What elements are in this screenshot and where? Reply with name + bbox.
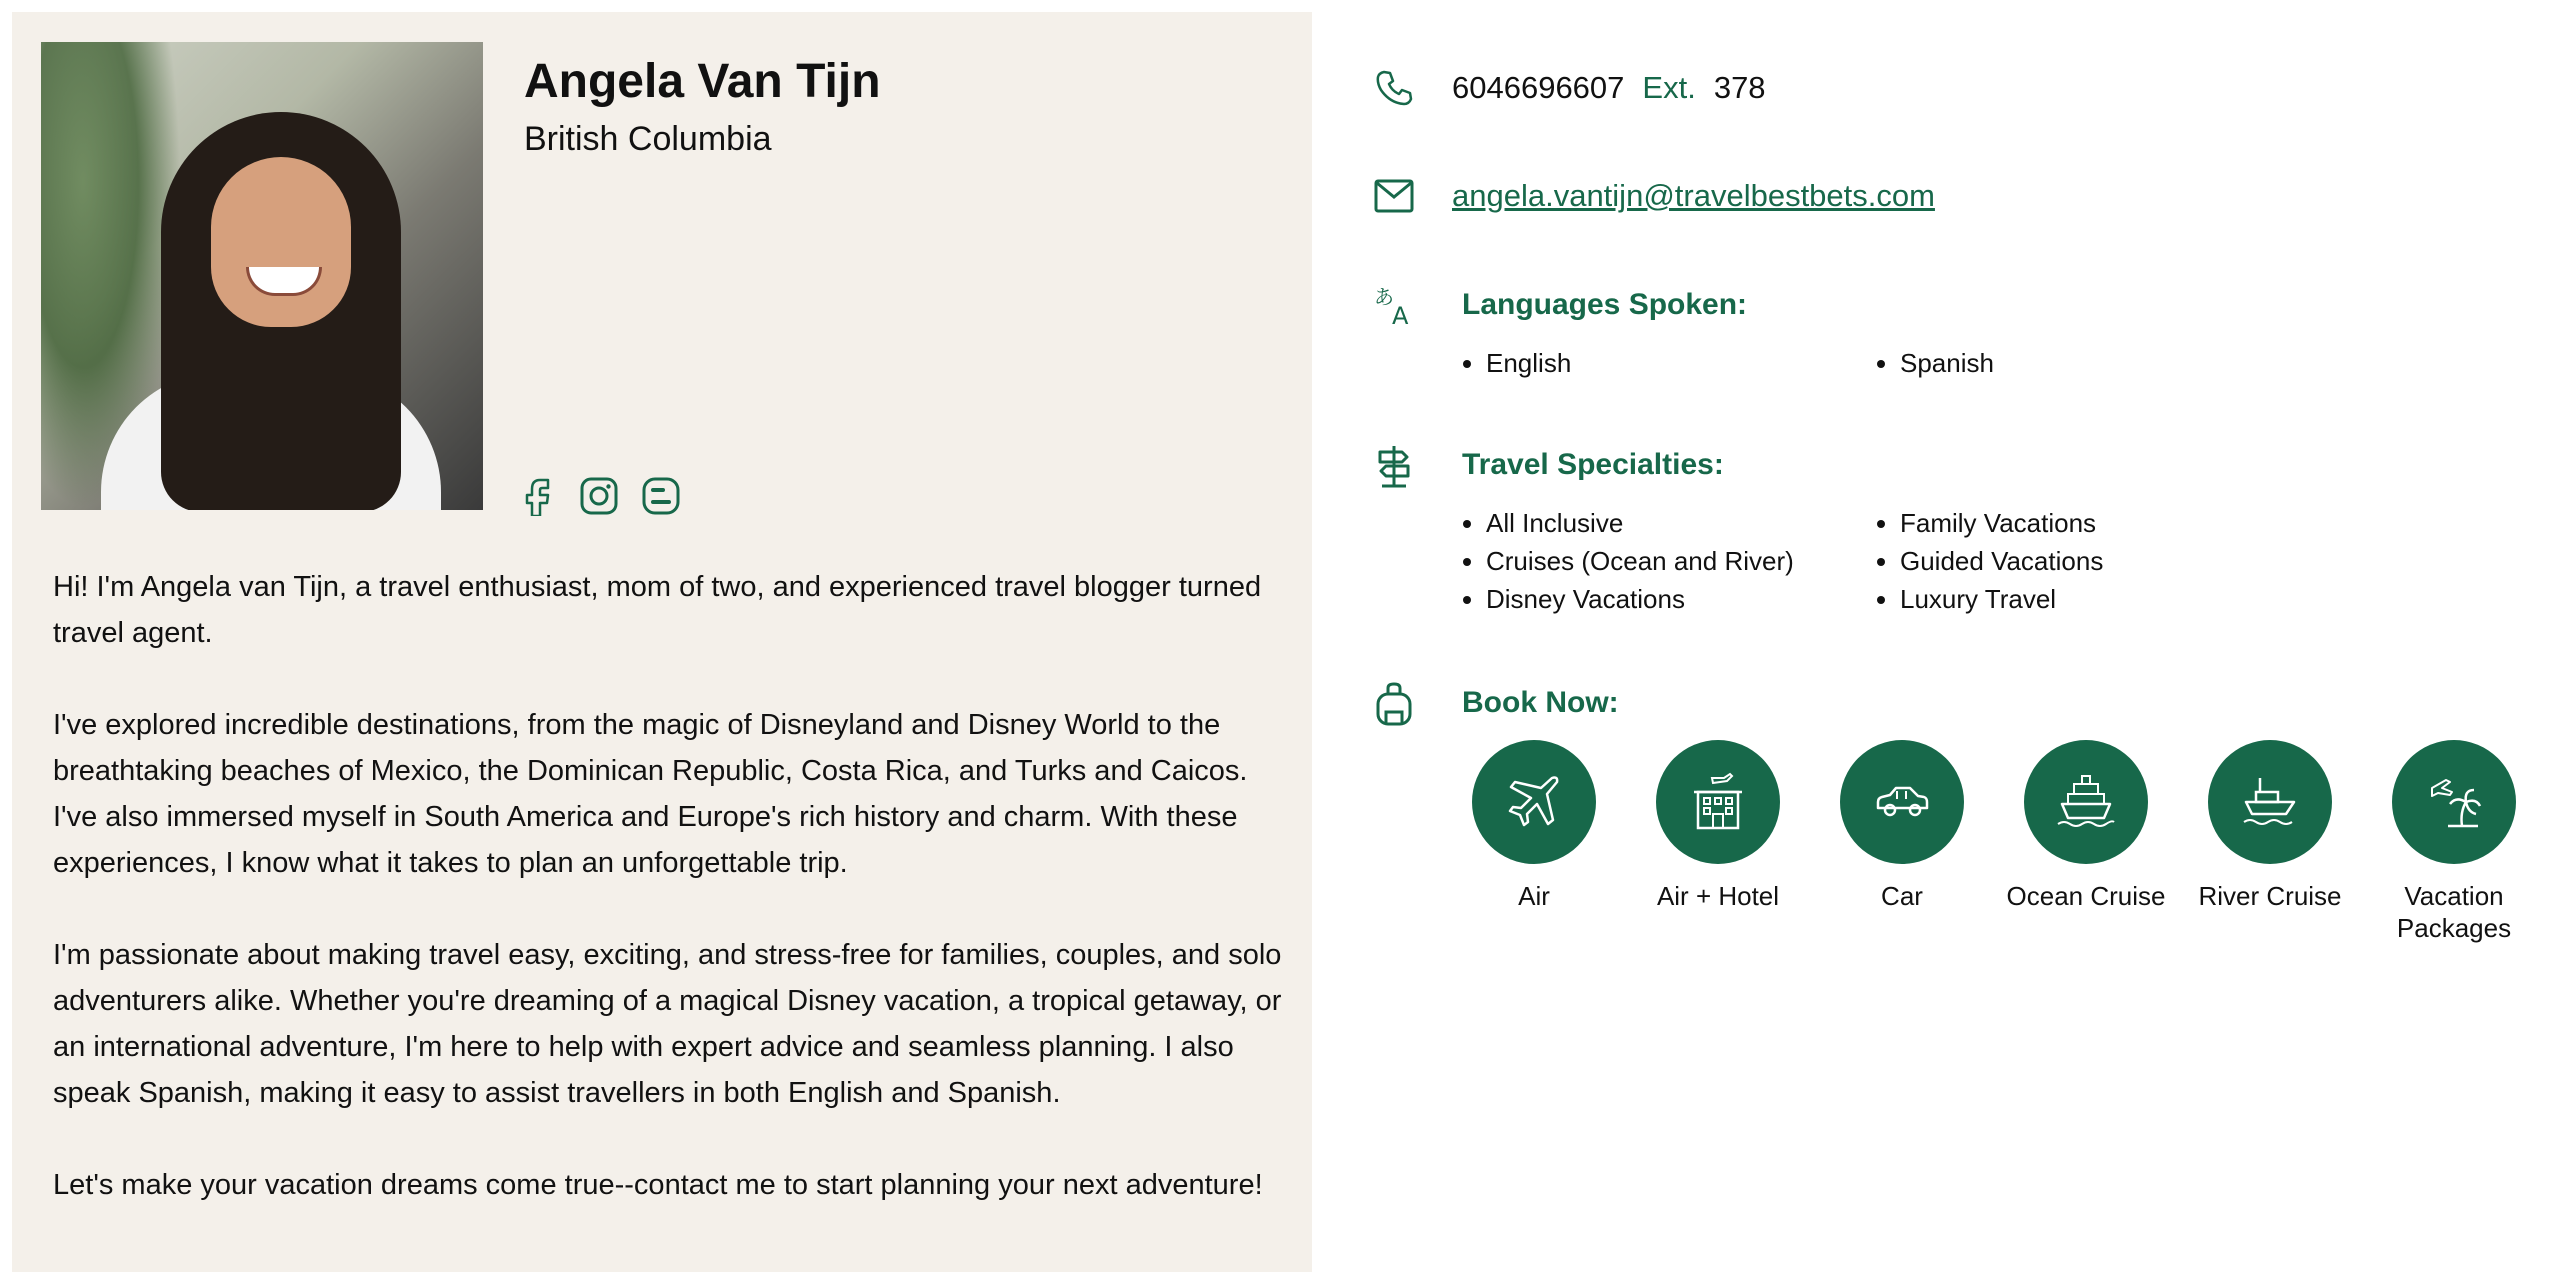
instagram-icon[interactable] xyxy=(579,476,619,516)
languages-list-1 xyxy=(1454,344,1571,382)
languages-title: Languages Spoken: xyxy=(1462,288,1748,321)
languages-list-2 xyxy=(1868,344,1994,382)
bio-paragraph: I'm passionate about making travel easy, exciting, and stress-free for families, couples, and solo adventurers alike. Whether you're dreaming of a magical Disney vacation, a tropical getaway, or an international adventure, I'm here to help with expert advice and seamless planning. I also speak Spanish, making it easy to assist travellers in both English and Spanish. xyxy=(53,939,1282,1109)
email-row xyxy=(1372,174,1935,218)
book-air-hotel-label: Air + Hotel xyxy=(1656,881,1780,911)
agent-name: Angela Van Tijn xyxy=(524,55,881,108)
specialties-list-2 xyxy=(1868,504,2103,618)
translate-icon xyxy=(1372,284,1416,328)
email-link[interactable]: angela.vantijn@travelbestbets.com xyxy=(1452,178,1935,213)
book-river-cruise-button[interactable] xyxy=(2198,740,2342,944)
book-air-hotel-button[interactable] xyxy=(1656,740,1780,944)
profile-panel xyxy=(12,12,1312,1272)
boat-icon[interactable] xyxy=(2208,740,2332,864)
book-now-title: Book Now: xyxy=(1462,686,1619,719)
phone-number[interactable]: 6046696607 xyxy=(1452,70,1625,105)
bio-paragraph: Hi! I'm Angela van Tijn, a travel enthusiast, mom of two, and experienced travel blogger turned travel agent. xyxy=(53,571,1262,649)
book-air-label: Air xyxy=(1518,881,1550,911)
book-vacation-packages-label: Vacation Packages xyxy=(2396,881,2512,943)
specialties-list-1 xyxy=(1454,504,1794,618)
book-vacation-packages-button[interactable] xyxy=(2392,740,2516,944)
bio-paragraph: Let's make your vacation dreams come true--contact me to start planning your next adventure! xyxy=(53,1169,1263,1201)
svg-text:あ: あ xyxy=(1374,285,1394,309)
specialty-item: • Disney Vacations xyxy=(1486,580,1794,618)
profile-photo xyxy=(41,42,483,510)
book-ocean-cruise-button[interactable] xyxy=(2006,740,2166,944)
ext-number: 378 xyxy=(1713,70,1766,105)
specialty-item: • Luxury Travel xyxy=(1900,580,2103,618)
phone-icon xyxy=(1372,66,1416,110)
palm-plane-icon[interactable] xyxy=(2392,740,2516,864)
bio-paragraph: I've explored incredible destinations, from the magic of Disneyland and Disney World to the breathtaking beaches of Mexico, the Dominican Republic, Costa Rica, and Turks and Caicos. I've also immersed myself in South America and Europe's rich history and charm. With these experiences, I know what it takes to plan an unforgettable trip. xyxy=(53,709,1248,879)
phone-row xyxy=(1372,66,1766,110)
agent-bio xyxy=(53,564,1293,1254)
language-item: • English xyxy=(1486,344,1571,382)
book-river-cruise-label: River Cruise xyxy=(2198,881,2342,911)
book-options xyxy=(1472,740,2516,944)
book-car-button[interactable] xyxy=(1840,740,1964,944)
book-air-button[interactable] xyxy=(1472,740,1596,944)
specialty-item: • Family Vacations xyxy=(1900,504,2103,542)
agent-region: British Columbia xyxy=(524,120,772,158)
ship-icon[interactable] xyxy=(2024,740,2148,864)
blog-icon[interactable] xyxy=(641,476,681,516)
car-icon[interactable] xyxy=(1840,740,1964,864)
hotel-icon[interactable] xyxy=(1656,740,1780,864)
book-ocean-cruise-label: Ocean Cruise xyxy=(2006,881,2166,911)
specialty-item: • Cruises (Ocean and River) xyxy=(1486,542,1794,580)
language-item: • Spanish xyxy=(1900,344,1994,382)
book-car-label: Car xyxy=(1881,881,1923,911)
social-links xyxy=(517,476,681,516)
airplane-icon[interactable] xyxy=(1472,740,1596,864)
facebook-icon[interactable] xyxy=(517,476,557,516)
ext-label: Ext. xyxy=(1642,70,1696,105)
specialties-title: Travel Specialties: xyxy=(1462,448,1724,481)
luggage-icon xyxy=(1372,682,1416,726)
specialty-item: • Guided Vacations xyxy=(1900,542,2103,580)
mail-icon xyxy=(1372,174,1416,218)
specialty-item: • All Inclusive xyxy=(1486,504,1794,542)
svg-text:A: A xyxy=(1392,302,1409,328)
signpost-icon xyxy=(1372,444,1416,488)
